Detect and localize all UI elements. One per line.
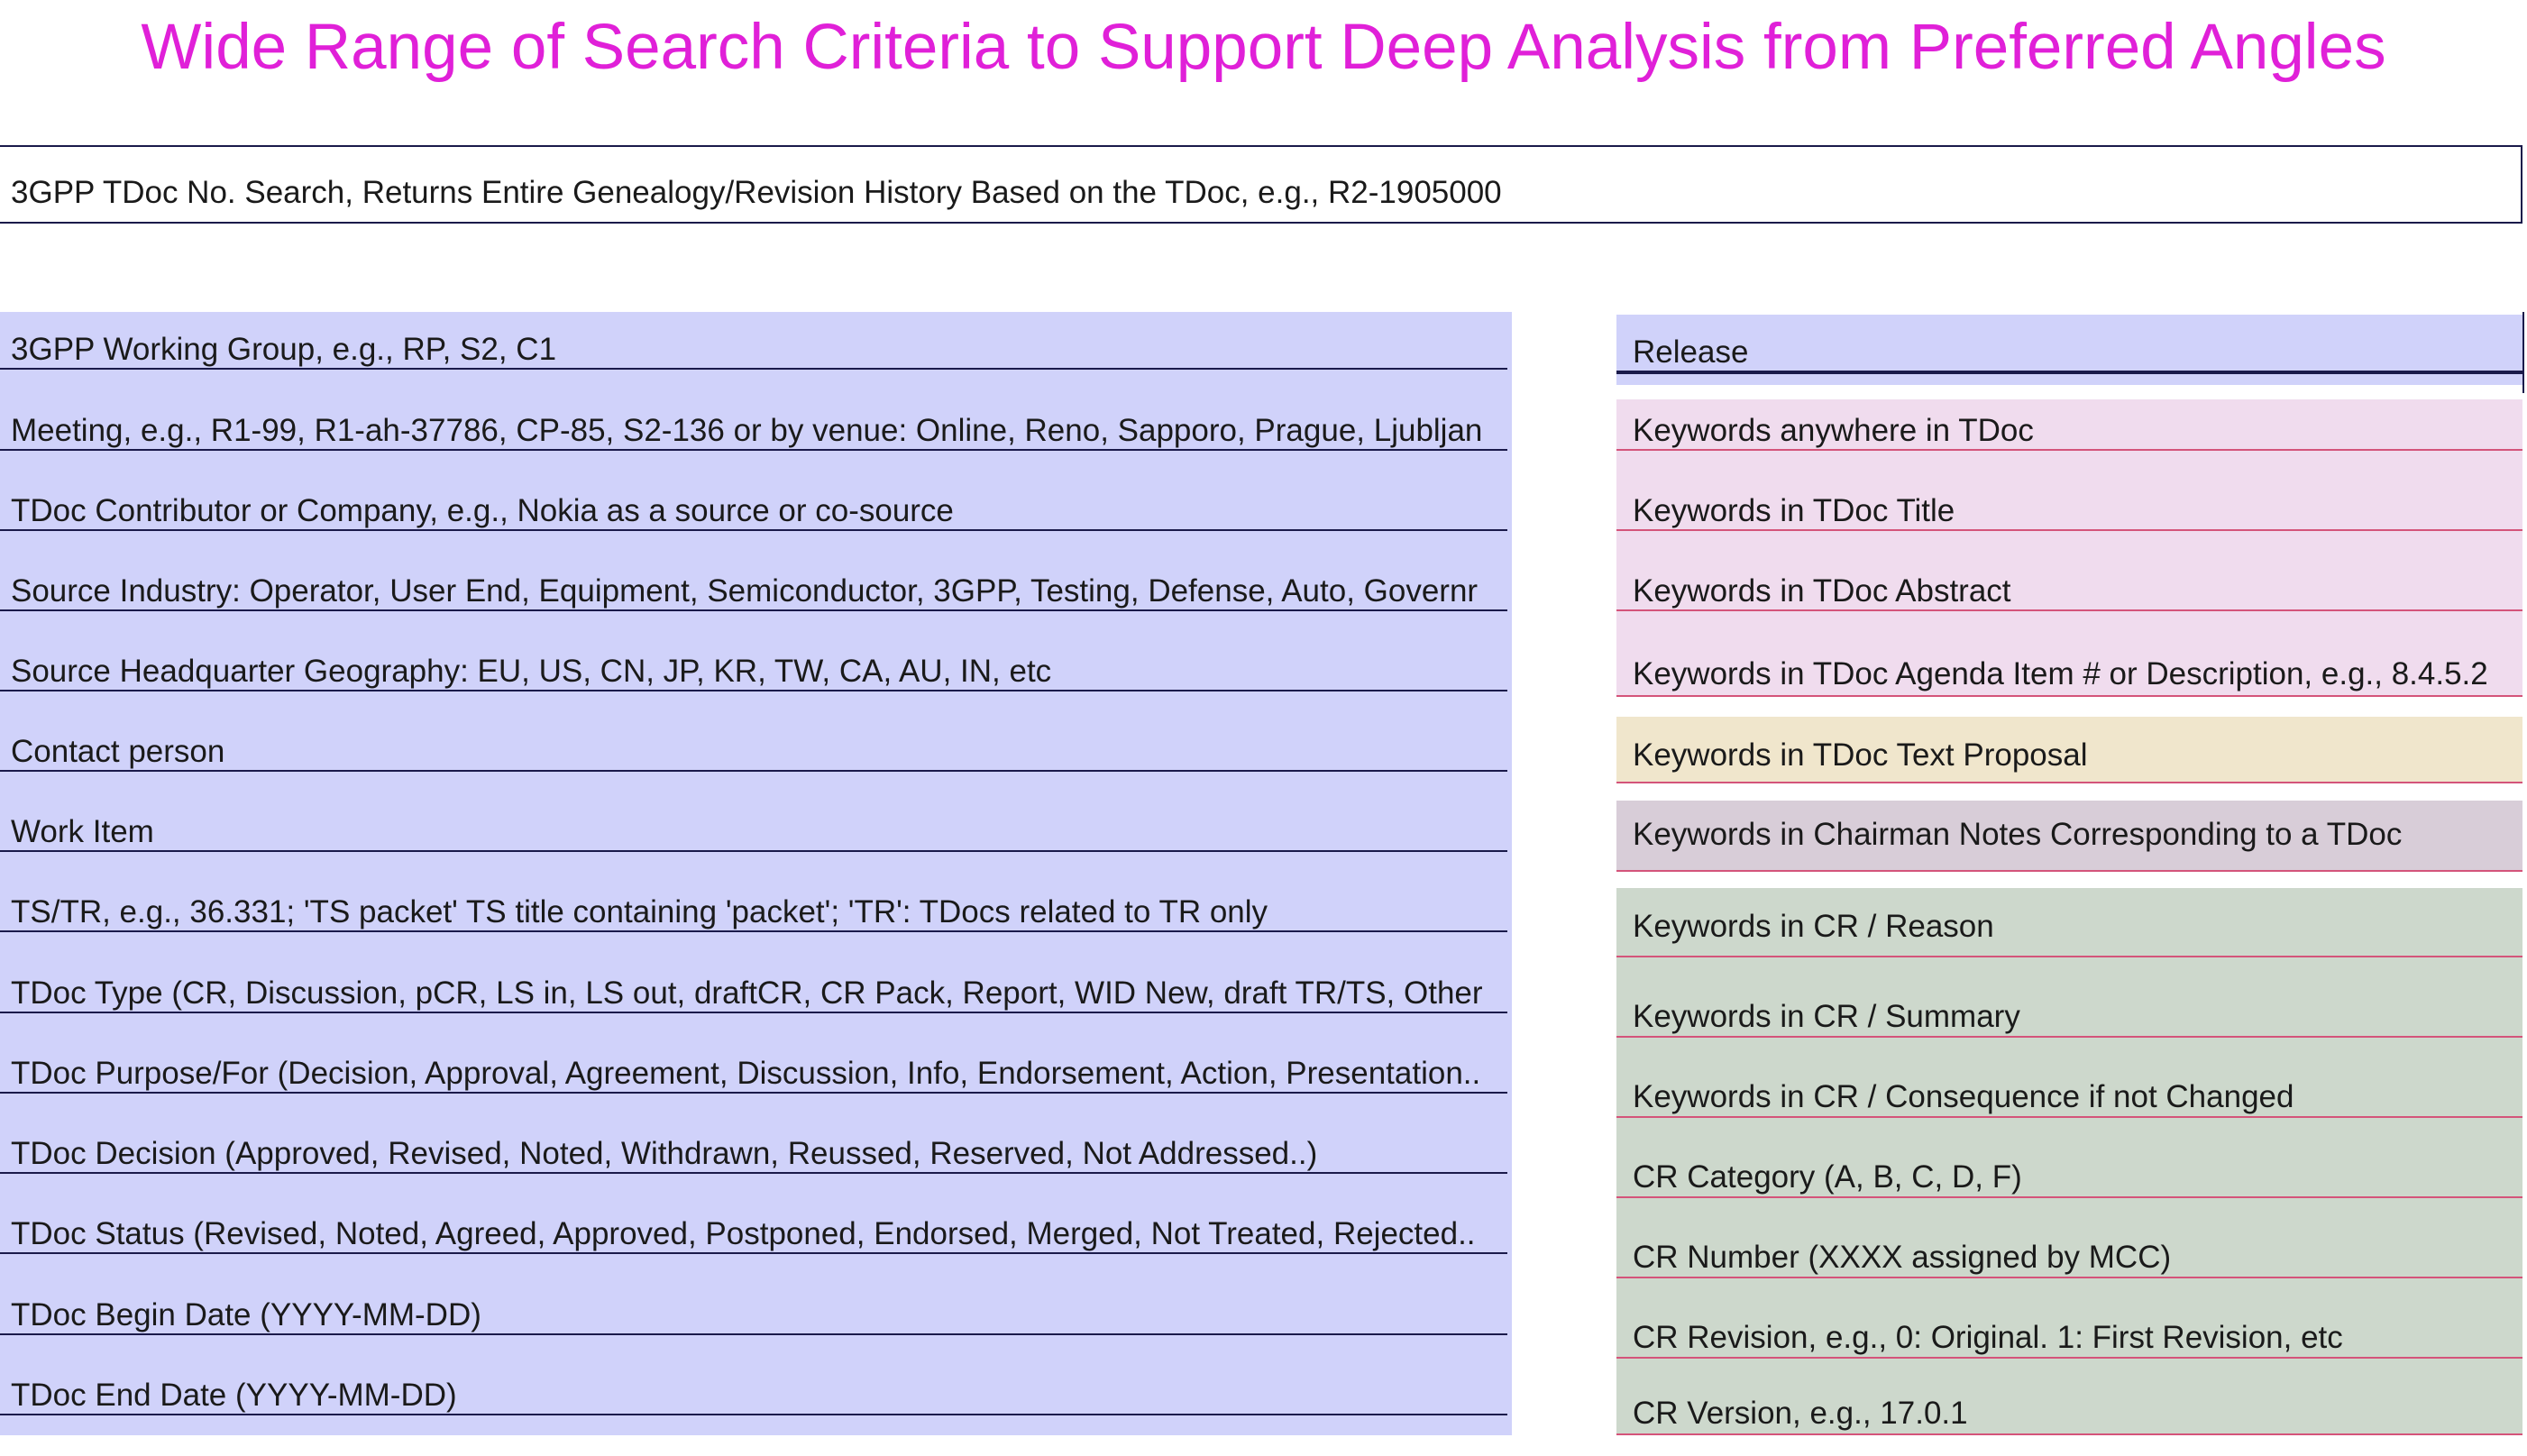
keywords-cr-summary-input[interactable] <box>1616 957 2522 1036</box>
keywords-cr-consequence-input[interactable] <box>1616 1038 2522 1116</box>
contact-person-input[interactable] <box>0 714 1507 770</box>
release-field <box>1616 315 2522 372</box>
cr-version-input[interactable] <box>1616 1359 2522 1431</box>
tdoc-type-input[interactable] <box>0 956 1507 1012</box>
tdoc-purpose-field <box>0 1036 1507 1094</box>
tdoc-status-input[interactable] <box>0 1196 1507 1252</box>
tdoc-end-date-field <box>0 1358 1507 1415</box>
cr-revision-input[interactable] <box>1616 1278 2522 1357</box>
tdoc-type-field <box>0 956 1507 1013</box>
release-field-underline <box>1616 372 2522 385</box>
meeting-field <box>0 393 1507 451</box>
working-group-field <box>0 312 1507 370</box>
ts-tr-field <box>0 875 1507 932</box>
keywords-anywhere-field <box>1616 399 2522 451</box>
tdoc-search-bar <box>0 145 2522 224</box>
tdoc-status-field <box>0 1196 1507 1254</box>
tdoc-end-date-input[interactable] <box>0 1358 1507 1414</box>
cr-revision-field <box>1616 1278 2522 1359</box>
cr-number-field <box>1616 1198 2522 1278</box>
tdoc-number-search-input[interactable] <box>0 147 2521 222</box>
tdoc-decision-field <box>0 1116 1507 1174</box>
keywords-cr-summary-field <box>1616 957 2522 1038</box>
work-item-input[interactable] <box>0 794 1507 850</box>
keywords-agenda-field <box>1616 611 2522 697</box>
cr-version-field <box>1616 1359 2522 1435</box>
keywords-abstract-input[interactable] <box>1616 531 2522 609</box>
keywords-cr-reason-input[interactable] <box>1616 888 2522 956</box>
meeting-input[interactable] <box>0 393 1507 449</box>
keywords-title-input[interactable] <box>1616 451 2522 529</box>
keywords-chairman-notes-field <box>1616 801 2522 872</box>
contact-person-field <box>0 714 1507 772</box>
ts-tr-input[interactable] <box>0 875 1507 930</box>
source-industry-input[interactable] <box>0 554 1507 609</box>
keywords-agenda-input[interactable] <box>1616 611 2522 695</box>
keywords-abstract-field <box>1616 531 2522 611</box>
keywords-cr-consequence-field <box>1616 1038 2522 1118</box>
keywords-text-proposal-field <box>1616 717 2522 783</box>
release-input[interactable] <box>1616 315 2522 371</box>
page-title: Wide Range of Search Criteria to Support Deep Analysis from Preferred Angles <box>141 12 2386 83</box>
source-geography-input[interactable] <box>0 634 1507 690</box>
working-group-input[interactable] <box>0 312 1507 368</box>
contributor-field <box>0 473 1507 531</box>
cr-category-field <box>1616 1118 2522 1198</box>
work-item-field <box>0 794 1507 852</box>
keywords-anywhere-input[interactable] <box>1616 399 2522 449</box>
right-panel-edge <box>2522 312 2524 393</box>
source-geography-field <box>0 634 1507 691</box>
cr-number-input[interactable] <box>1616 1198 2522 1277</box>
keywords-text-proposal-input[interactable] <box>1616 717 2522 782</box>
source-industry-field <box>0 554 1507 611</box>
keywords-title-field <box>1616 451 2522 531</box>
tdoc-decision-input[interactable] <box>0 1116 1507 1172</box>
tdoc-purpose-input[interactable] <box>0 1036 1507 1092</box>
contributor-input[interactable] <box>0 473 1507 529</box>
keywords-cr-reason-field <box>1616 888 2522 957</box>
keywords-chairman-notes-input[interactable] <box>1616 801 2522 856</box>
tdoc-begin-date-input[interactable] <box>0 1277 1507 1333</box>
tdoc-begin-date-field <box>0 1277 1507 1335</box>
cr-category-input[interactable] <box>1616 1118 2522 1196</box>
